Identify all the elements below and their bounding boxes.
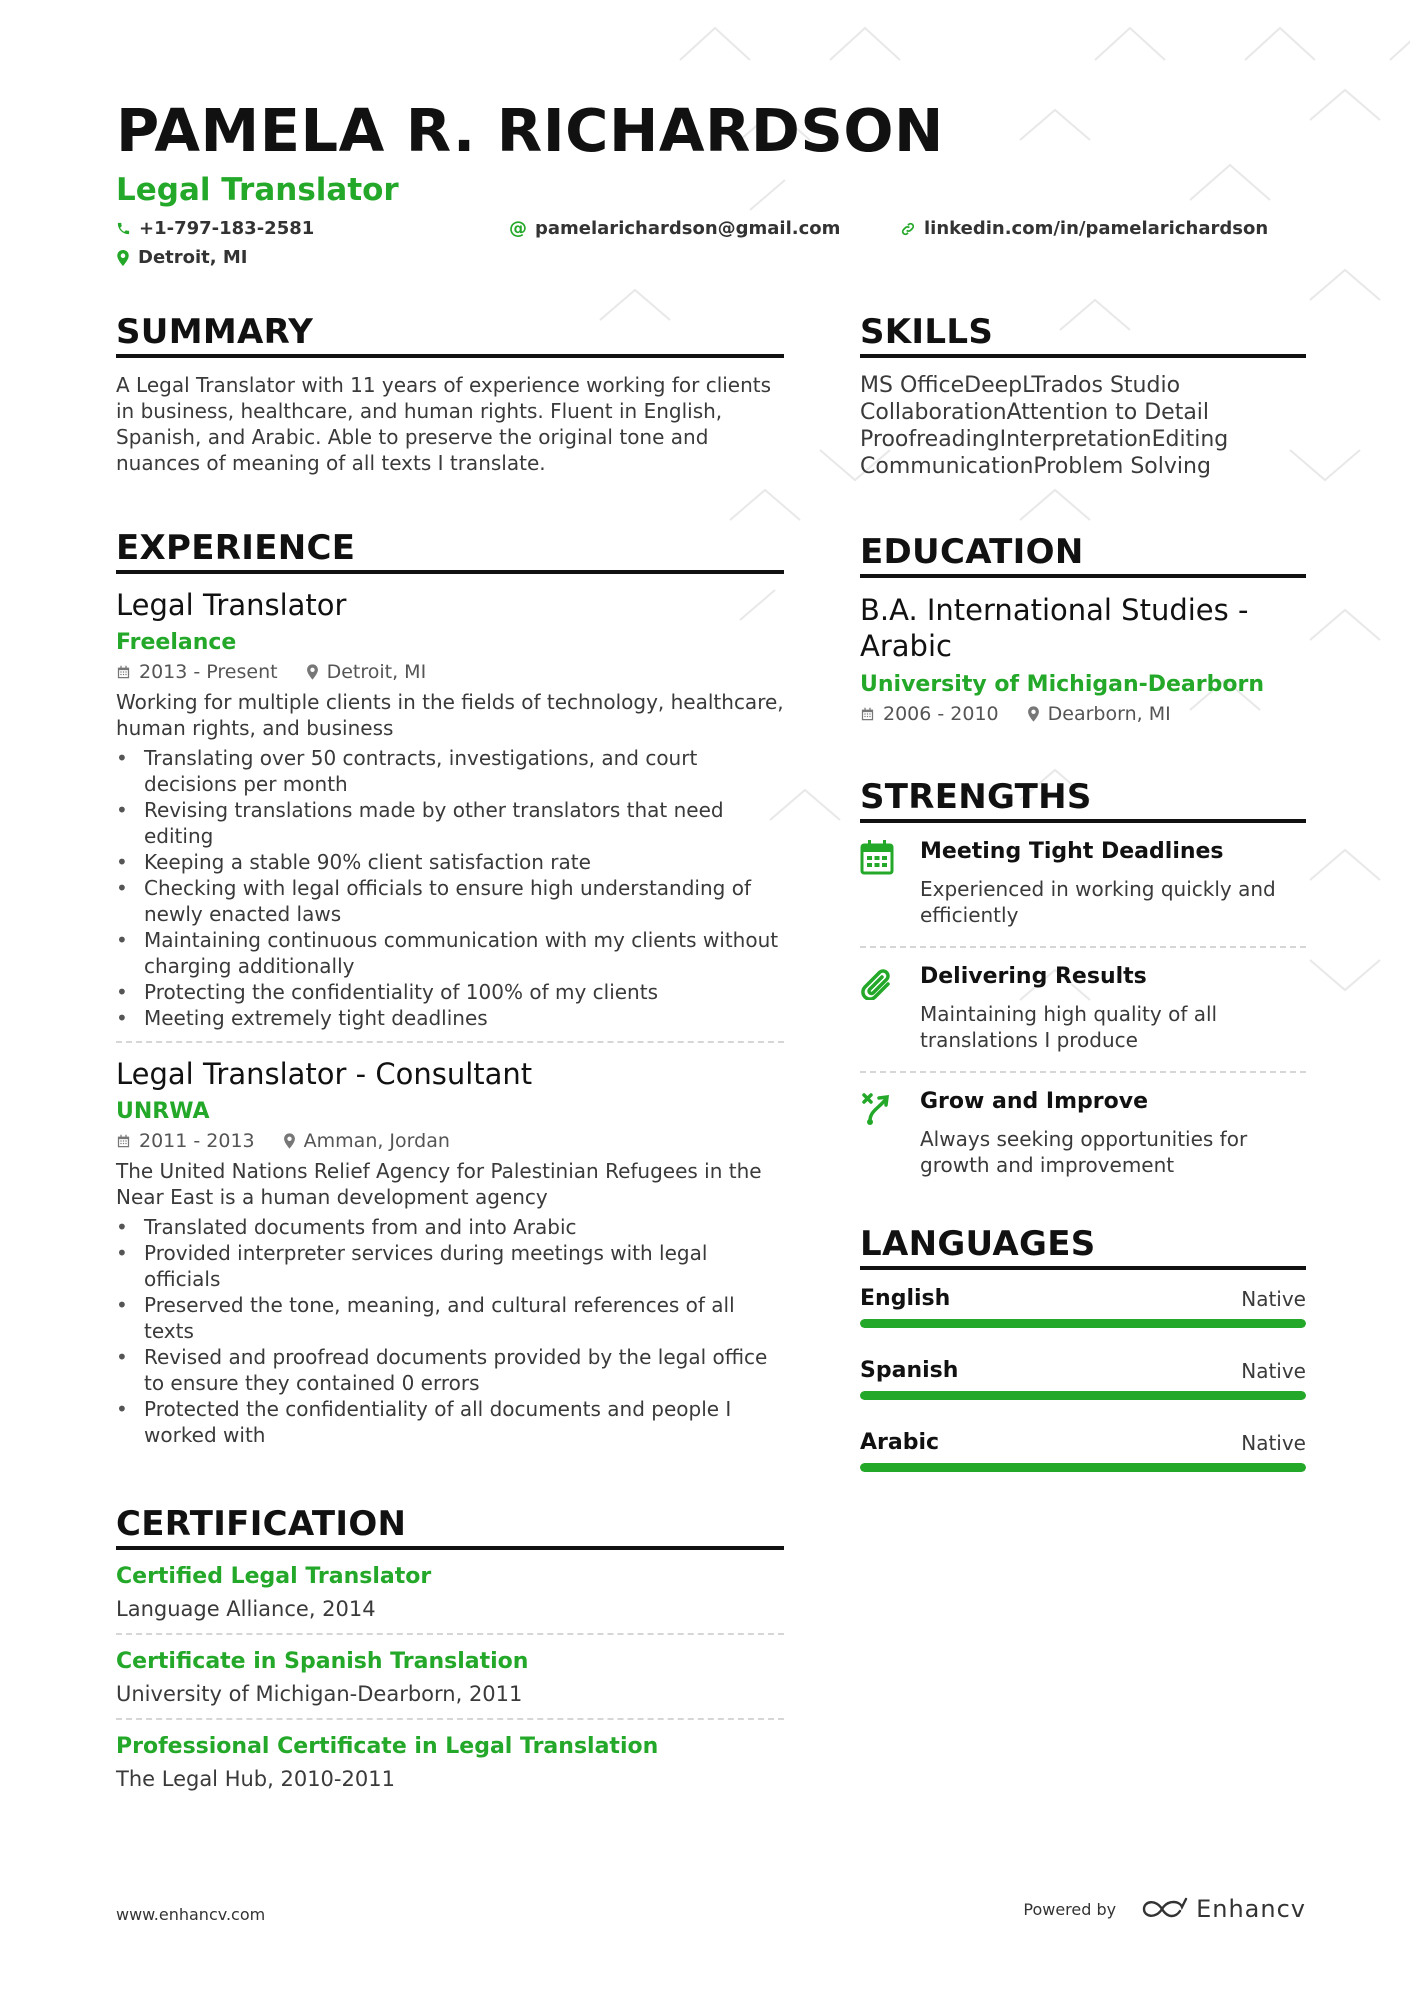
bullet: • Provided interpreter services during meetings with legal officials bbox=[116, 1240, 784, 1292]
job-company: Freelance bbox=[116, 630, 237, 655]
job-location bbox=[283, 1130, 450, 1152]
language-bar-fill bbox=[860, 1463, 1306, 1472]
location-pin-icon bbox=[283, 1133, 296, 1149]
calendar-icon bbox=[860, 706, 875, 722]
job-location bbox=[306, 661, 427, 683]
job-dates-text: 2013 - Present bbox=[139, 661, 278, 683]
strength-item bbox=[860, 823, 1306, 948]
skills-list bbox=[860, 372, 1306, 480]
languages-heading: LANGUAGES bbox=[860, 1224, 1306, 1270]
phone-text: +1-797-183-2581 bbox=[139, 218, 315, 239]
resume-page bbox=[116, 0, 1306, 1995]
certification-heading: CERTIFICATION bbox=[116, 1504, 784, 1550]
language-bar bbox=[860, 1391, 1306, 1400]
email-text: pamelarichardson@gmail.com bbox=[535, 218, 841, 239]
contact-phone[interactable] bbox=[116, 218, 314, 239]
contact-linkedin[interactable] bbox=[900, 218, 1268, 239]
education-location bbox=[1027, 703, 1171, 725]
job-dates-text: 2011 - 2013 bbox=[139, 1130, 255, 1152]
footer-powered-by[interactable] bbox=[1023, 1895, 1306, 1923]
skill-line: CollaborationAttention to Detail bbox=[860, 400, 1210, 425]
bullet: • Meeting extremely tight deadlines bbox=[116, 1005, 784, 1031]
job-location-text: Detroit, MI bbox=[326, 661, 427, 683]
bullet: • Translating over 50 contracts, investigations, and court decisions per month bbox=[116, 745, 784, 797]
left-column bbox=[116, 312, 784, 1803]
job-title: Legal Translator bbox=[116, 588, 347, 622]
strength-item bbox=[860, 1073, 1306, 1196]
language-item bbox=[860, 1430, 1306, 1472]
job-entry bbox=[116, 588, 784, 1043]
strength-title: Delivering Results bbox=[920, 964, 1147, 989]
bullet: • Protected the confidentiality of all documents and people I worked with bbox=[116, 1396, 784, 1448]
job-meta bbox=[116, 661, 784, 683]
strength-desc: Experienced in working quickly and efficiently bbox=[920, 877, 1276, 927]
candidate-name: PAMELA R. RICHARDSON bbox=[116, 96, 944, 165]
cert-item bbox=[116, 1564, 784, 1635]
bullet: • Revised and proofread documents provided by the legal office to ensure they contained 0 errors bbox=[116, 1344, 784, 1396]
candidate-title: Legal Translator bbox=[116, 172, 399, 208]
paperclip-icon bbox=[860, 964, 894, 1000]
job-bullets bbox=[116, 745, 784, 1031]
education-dates-text: 2006 - 2010 bbox=[883, 703, 999, 725]
education-entry bbox=[860, 592, 1306, 725]
contact-email[interactable] bbox=[509, 218, 840, 239]
bullet: • Preserved the tone, meaning, and cultural references of all texts bbox=[116, 1292, 784, 1344]
language-level: Native bbox=[1241, 1359, 1306, 1383]
phone-icon bbox=[116, 221, 131, 236]
linkedin-text: linkedin.com/in/pamelarichardson bbox=[924, 218, 1269, 239]
language-name: English bbox=[860, 1286, 951, 1311]
cert-sub: Language Alliance, 2014 bbox=[116, 1597, 376, 1621]
bullet: • Protecting the confidentiality of 100% of my clients bbox=[116, 979, 784, 1005]
education-dates bbox=[860, 703, 999, 725]
skill-line: ProofreadingInterpretationEditing bbox=[860, 427, 1229, 452]
education-location-text: Dearborn, MI bbox=[1047, 703, 1171, 725]
calendar-icon bbox=[116, 1133, 131, 1149]
strength-desc: Always seeking opportunities for growth and improvement bbox=[920, 1127, 1248, 1177]
language-bar-fill bbox=[860, 1391, 1306, 1400]
location-pin-icon bbox=[1027, 706, 1040, 722]
strength-title: Meeting Tight Deadlines bbox=[920, 839, 1224, 864]
skill-line: CommunicationProblem Solving bbox=[860, 454, 1211, 479]
job-dates bbox=[116, 661, 278, 683]
bullet: • Translated documents from and into Arabic bbox=[116, 1214, 784, 1240]
strengths-heading: STRENGTHS bbox=[860, 777, 1306, 823]
language-item bbox=[860, 1286, 1306, 1328]
link-icon bbox=[900, 221, 916, 237]
cert-item bbox=[116, 1635, 784, 1720]
cert-sub: University of Michigan-Dearborn, 2011 bbox=[116, 1682, 523, 1706]
calendar-icon bbox=[116, 664, 131, 680]
strength-title: Grow and Improve bbox=[920, 1089, 1149, 1114]
strategy-icon bbox=[860, 1089, 894, 1125]
job-description: The United Nations Relief Agency for Palestinian Refugees in the Near East is a human development agency bbox=[116, 1159, 762, 1209]
language-name: Arabic bbox=[860, 1430, 940, 1455]
language-level: Native bbox=[1241, 1431, 1306, 1455]
languages-list bbox=[860, 1286, 1306, 1472]
powered-by-label: Powered by bbox=[1023, 1899, 1117, 1919]
bullet: • Keeping a stable 90% client satisfaction rate bbox=[116, 849, 784, 875]
language-name: Spanish bbox=[860, 1358, 959, 1383]
language-level: Native bbox=[1241, 1287, 1306, 1311]
education-degree: B.A. International Studies - Arabic bbox=[860, 593, 1249, 663]
education-school: University of Michigan-Dearborn bbox=[860, 672, 1264, 697]
job-dates bbox=[116, 1130, 255, 1152]
education-heading: EDUCATION bbox=[860, 532, 1306, 578]
contact-location bbox=[116, 247, 248, 268]
education-meta bbox=[860, 703, 1306, 725]
cert-sub: The Legal Hub, 2010-2011 bbox=[116, 1767, 395, 1791]
right-column bbox=[860, 312, 1306, 1502]
job-description: Working for multiple clients in the fields of technology, healthcare, human rights, and business bbox=[116, 690, 784, 740]
cert-title: Certified Legal Translator bbox=[116, 1564, 432, 1589]
calendar-icon bbox=[860, 839, 894, 875]
location-text: Detroit, MI bbox=[138, 247, 248, 268]
summary-text: A Legal Translator with 11 years of experience working for clients in business, healthcare, and human rights. Fluent in English, Spanish, and Arabic. Able to preserve the original tone and nuances of meaning of all texts I translate. bbox=[116, 373, 772, 475]
language-item bbox=[860, 1358, 1306, 1400]
location-pin-icon bbox=[306, 664, 319, 680]
job-bullets bbox=[116, 1214, 784, 1448]
language-bar bbox=[860, 1463, 1306, 1472]
bullet: • Checking with legal officials to ensure high understanding of newly enacted laws bbox=[116, 875, 784, 927]
location-pin-icon bbox=[116, 250, 130, 266]
skills-heading: SKILLS bbox=[860, 312, 1306, 358]
summary-heading: SUMMARY bbox=[116, 312, 784, 358]
language-bar bbox=[860, 1319, 1306, 1328]
cert-title: Professional Certificate in Legal Translation bbox=[116, 1734, 659, 1759]
job-meta bbox=[116, 1130, 784, 1152]
strength-desc: Maintaining high quality of all translations I produce bbox=[920, 1002, 1218, 1052]
job-location-text: Amman, Jordan bbox=[303, 1130, 450, 1152]
job-company: UNRWA bbox=[116, 1099, 210, 1124]
cert-title: Certificate in Spanish Translation bbox=[116, 1649, 529, 1674]
bullet: • Revising translations made by other translators that need editing bbox=[116, 797, 784, 849]
skill-line: MS OfficeDeepLTrados Studio bbox=[860, 373, 1181, 398]
footer-website[interactable]: www.enhancv.com bbox=[116, 1905, 266, 1924]
cert-item bbox=[116, 1720, 784, 1803]
bullet: • Maintaining continuous communication with my clients without charging additionally bbox=[116, 927, 784, 979]
job-title: Legal Translator - Consultant bbox=[116, 1057, 533, 1091]
at-icon: @ bbox=[509, 218, 527, 239]
brand-name: Enhancv bbox=[1196, 1895, 1306, 1923]
language-bar-fill bbox=[860, 1319, 1306, 1328]
job-entry bbox=[116, 1043, 784, 1448]
experience-heading: EXPERIENCE bbox=[116, 528, 784, 574]
enhancv-logo-icon bbox=[1142, 1897, 1188, 1921]
strength-item bbox=[860, 948, 1306, 1073]
